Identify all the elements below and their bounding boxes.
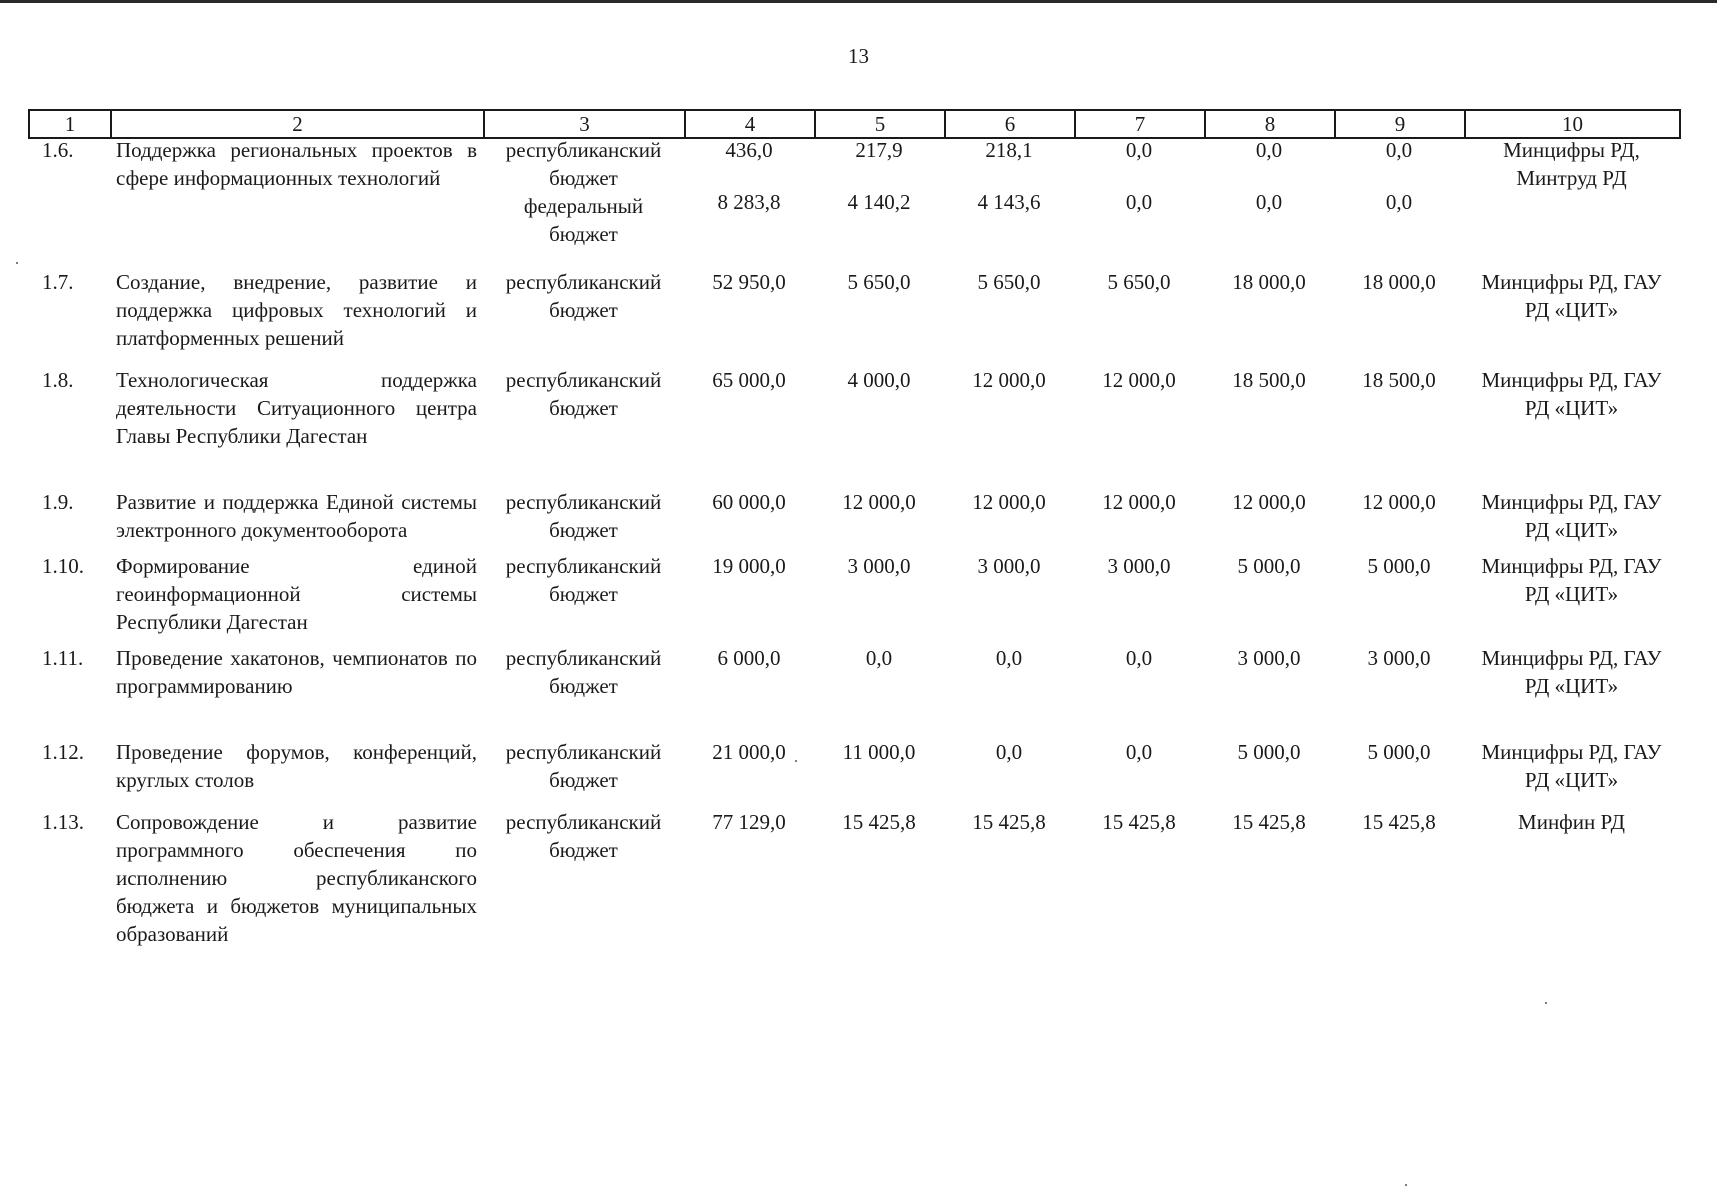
amount-col-9 — [1334, 488, 1464, 552]
amount-value: 18 500,0 — [1232, 368, 1306, 392]
amount-value: 4 000,0 — [847, 368, 911, 392]
amount-col-9 — [1334, 268, 1464, 366]
amount-col-9 — [1334, 644, 1464, 738]
scan-speck — [1545, 1002, 1547, 1004]
responsible-executor: Минцифры РД, ГАУ РД «ЦИТ» — [1481, 554, 1662, 606]
amount-value: 436,0 — [725, 138, 773, 162]
column-header-7: 7 — [1075, 110, 1205, 138]
amount-value: 5 000,0 — [1237, 554, 1301, 578]
amount-value: 12 000,0 — [1232, 490, 1306, 514]
responsible-executor: Минцифры РД, ГАУ РД «ЦИТ» — [1481, 740, 1662, 792]
amount-col-7 — [1074, 136, 1204, 268]
amount-value: 5 650,0 — [1107, 270, 1171, 294]
amount-value: 4 143,6 — [977, 190, 1041, 214]
amount-value: 5 000,0 — [1237, 740, 1301, 764]
amount-col-5 — [814, 136, 944, 268]
scan-speck — [795, 760, 797, 762]
amount-value: 6 000,0 — [717, 646, 781, 670]
table-row — [28, 488, 1679, 552]
row-number: 1.7. — [42, 270, 74, 294]
funding-source — [483, 644, 684, 738]
amount-value: 60 000,0 — [712, 490, 786, 514]
column-header-1: 1 — [29, 110, 111, 138]
amount-col-5 — [814, 366, 944, 488]
amount-value: 0,0 — [1125, 646, 1153, 670]
responsible-executor: Минцифры РД, ГАУ РД «ЦИТ» — [1481, 646, 1662, 698]
scan-speck — [16, 262, 18, 264]
row-number: 1.10. — [42, 554, 84, 578]
table-row — [28, 644, 1679, 738]
amount-col-7 — [1074, 738, 1204, 808]
funding-source-item: федеральный бюджет — [523, 194, 644, 246]
amount-value: 15 425,8 — [1362, 810, 1436, 834]
table-row — [28, 268, 1679, 366]
activity-name: Проведение форумов, конференций, круглых столов — [116, 740, 477, 792]
amount-col-5 — [814, 552, 944, 644]
amount-value: 77 129,0 — [712, 810, 786, 834]
amount-value: 12 000,0 — [972, 368, 1046, 392]
column-header-4: 4 — [685, 110, 815, 138]
amount-col-8 — [1204, 268, 1334, 366]
amount-value: 8 283,8 — [717, 190, 781, 214]
amount-value: 5 000,0 — [1367, 740, 1431, 764]
amount-col-6 — [944, 488, 1074, 552]
amount-value: 12 000,0 — [842, 490, 916, 514]
amount-value: 0,0 — [1385, 190, 1413, 214]
amount-value: 18 500,0 — [1362, 368, 1436, 392]
activity-name: Поддержка региональных проектов в сфере информационных технологий — [116, 138, 477, 190]
amount-value: 18 000,0 — [1362, 270, 1436, 294]
activity-name: Создание, внедрение, развитие и поддержка цифровых технологий и платформенных решений — [116, 270, 477, 350]
amount-col-7 — [1074, 366, 1204, 488]
amount-value: 18 000,0 — [1232, 270, 1306, 294]
amount-col-8 — [1204, 136, 1334, 268]
amount-col-8 — [1204, 644, 1334, 738]
column-header-8: 8 — [1205, 110, 1335, 138]
funding-source-item: республиканский бюджет — [505, 368, 662, 420]
column-header-6: 6 — [945, 110, 1075, 138]
amount-value: 3 000,0 — [1237, 646, 1301, 670]
amount-col-8 — [1204, 808, 1334, 948]
amount-col-9 — [1334, 552, 1464, 644]
funding-source-item: республиканский бюджет — [505, 554, 662, 606]
table-row — [28, 738, 1679, 808]
amount-col-5 — [814, 644, 944, 738]
activity-name: Технологическая поддержка деятельности Ситуационного центра Главы Республики Дагестан — [116, 368, 477, 448]
funding-source-item: республиканский бюджет — [505, 810, 662, 862]
amount-value: 3 000,0 — [977, 554, 1041, 578]
amount-col-8 — [1204, 738, 1334, 808]
funding-source — [483, 268, 684, 366]
activity-name: Формирование единой геоинформационной системы Республики Дагестан — [116, 554, 477, 634]
column-number-header — [28, 109, 1681, 139]
amount-value: 11 000,0 — [842, 740, 916, 764]
amount-col-4 — [684, 366, 814, 488]
amount-value: 4 140,2 — [847, 190, 911, 214]
responsible-executor: Минцифры РД, ГАУ РД «ЦИТ» — [1481, 270, 1662, 322]
amount-col-6 — [944, 644, 1074, 738]
activity-name: Развитие и поддержка Единой системы электронного документооборота — [116, 490, 477, 542]
amount-value: 3 000,0 — [1367, 646, 1431, 670]
amount-col-4 — [684, 488, 814, 552]
amount-col-5 — [814, 268, 944, 366]
amount-col-4 — [684, 644, 814, 738]
amount-col-5 — [814, 738, 944, 808]
column-header-10: 10 — [1465, 110, 1680, 138]
row-number: 1.9. — [42, 490, 74, 514]
amount-col-9 — [1334, 808, 1464, 948]
funding-source — [483, 552, 684, 644]
table-row — [28, 808, 1679, 948]
amount-value: 15 425,8 — [842, 810, 916, 834]
funding-source-item: республиканский бюджет — [505, 138, 662, 190]
column-header-9: 9 — [1335, 110, 1465, 138]
amount-col-4 — [684, 552, 814, 644]
column-header-5: 5 — [815, 110, 945, 138]
table-row — [28, 136, 1679, 268]
amount-value: 0,0 — [865, 646, 893, 670]
amount-col-4 — [684, 136, 814, 268]
amount-value: 5 000,0 — [1367, 554, 1431, 578]
amount-value: 3 000,0 — [1107, 554, 1171, 578]
amount-value: 12 000,0 — [1362, 490, 1436, 514]
amount-value: 65 000,0 — [712, 368, 786, 392]
amount-value: 0,0 — [995, 740, 1023, 764]
row-number: 1.6. — [42, 138, 74, 162]
amount-col-7 — [1074, 552, 1204, 644]
funding-source-item: республиканский бюджет — [505, 646, 662, 698]
amount-value: 218,1 — [985, 138, 1033, 162]
scan-speck — [1405, 1184, 1407, 1186]
table-row — [28, 552, 1679, 644]
row-number: 1.11. — [42, 646, 84, 670]
amount-value: 15 425,8 — [1102, 810, 1176, 834]
table-body — [28, 136, 1679, 948]
amount-value: 0,0 — [1255, 138, 1283, 162]
row-number: 1.13. — [42, 810, 84, 834]
amount-value: 0,0 — [1125, 190, 1153, 214]
amount-col-7 — [1074, 268, 1204, 366]
column-header-3: 3 — [484, 110, 685, 138]
funding-source — [483, 808, 684, 948]
amount-value: 0,0 — [995, 646, 1023, 670]
amount-value: 12 000,0 — [1102, 490, 1176, 514]
amount-col-6 — [944, 738, 1074, 808]
responsible-executor: Минцифры РД, ГАУ РД «ЦИТ» — [1481, 368, 1662, 420]
amount-col-6 — [944, 268, 1074, 366]
page-number: 13 — [848, 44, 869, 68]
amount-col-5 — [814, 808, 944, 948]
amount-value: 0,0 — [1385, 138, 1413, 162]
amount-col-8 — [1204, 488, 1334, 552]
row-number: 1.8. — [42, 368, 74, 392]
amount-value: 0,0 — [1125, 740, 1153, 764]
amount-col-8 — [1204, 552, 1334, 644]
amount-value: 0,0 — [1125, 138, 1153, 162]
column-header-2: 2 — [111, 110, 484, 138]
amount-col-4 — [684, 268, 814, 366]
amount-value: 12 000,0 — [972, 490, 1046, 514]
responsible-executor: Минцифры РД, ГАУ РД «ЦИТ» — [1481, 490, 1662, 542]
amount-col-7 — [1074, 808, 1204, 948]
funding-source — [483, 738, 684, 808]
amount-value: 15 425,8 — [972, 810, 1046, 834]
amount-col-9 — [1334, 136, 1464, 268]
activity-name: Сопровождение и развитие программного обеспечения по исполнению республиканского бюджета и бюджетов муниципальных образований — [116, 810, 477, 946]
amount-col-6 — [944, 552, 1074, 644]
amount-value: 5 650,0 — [847, 270, 911, 294]
amount-value: 15 425,8 — [1232, 810, 1306, 834]
amount-value: 19 000,0 — [712, 554, 786, 578]
amount-col-9 — [1334, 366, 1464, 488]
funding-source — [483, 488, 684, 552]
amount-col-6 — [944, 366, 1074, 488]
funding-source-item: республиканский бюджет — [505, 270, 662, 322]
amount-value: 5 650,0 — [977, 270, 1041, 294]
amount-value: 217,9 — [855, 138, 903, 162]
amount-value: 3 000,0 — [847, 554, 911, 578]
amount-value: 21 000,0 — [712, 740, 786, 764]
scan-top-edge — [0, 0, 1717, 3]
amount-col-9 — [1334, 738, 1464, 808]
amount-col-5 — [814, 488, 944, 552]
amount-col-6 — [944, 136, 1074, 268]
activity-name: Проведение хакатонов, чемпионатов по программированию — [116, 646, 477, 698]
amount-col-8 — [1204, 366, 1334, 488]
amount-col-4 — [684, 808, 814, 948]
program-activities-table — [28, 136, 1679, 948]
funding-source-item: республиканский бюджет — [505, 490, 662, 542]
amount-value: 12 000,0 — [1102, 368, 1176, 392]
funding-source-item: республиканский бюджет — [505, 740, 662, 792]
amount-value: 52 950,0 — [712, 270, 786, 294]
responsible-executor: Минфин РД — [1518, 810, 1625, 834]
amount-value: 0,0 — [1255, 190, 1283, 214]
row-number: 1.12. — [42, 740, 84, 764]
funding-source — [483, 136, 684, 268]
funding-source — [483, 366, 684, 488]
amount-col-7 — [1074, 644, 1204, 738]
amount-col-4 — [684, 738, 814, 808]
table-row — [28, 366, 1679, 488]
responsible-executor: Минцифры РД, Минтруд РД — [1503, 138, 1640, 190]
amount-col-7 — [1074, 488, 1204, 552]
amount-col-6 — [944, 808, 1074, 948]
